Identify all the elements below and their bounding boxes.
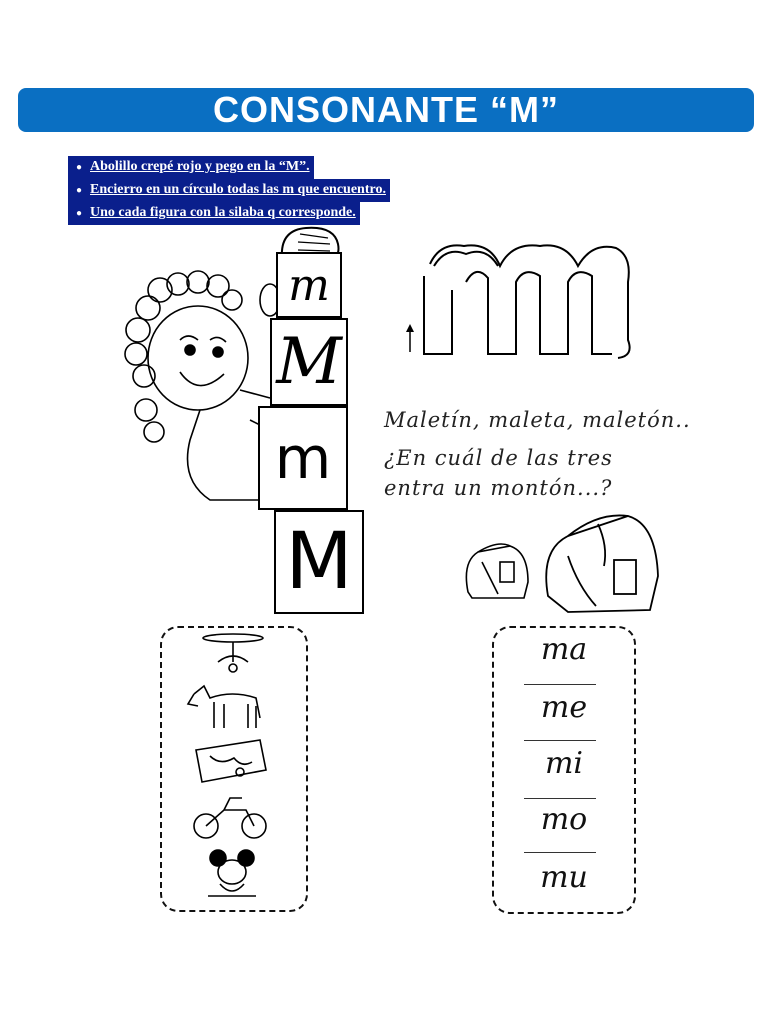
syllable-text: mi bbox=[544, 746, 584, 781]
large-bag-icon bbox=[538, 506, 668, 616]
syllable-line bbox=[524, 740, 596, 741]
letter-block-text: m bbox=[288, 259, 330, 311]
bullet-icon: ● bbox=[75, 185, 83, 196]
instruction-text: Abolillo crepé rojo y pego en la “M”. bbox=[90, 159, 310, 174]
syllable-text: ma bbox=[540, 632, 588, 667]
instruction-item bbox=[68, 179, 390, 201]
letter-block-text: M bbox=[276, 325, 342, 399]
syllable-list bbox=[494, 626, 634, 910]
bullet-icon: ● bbox=[75, 162, 83, 173]
rhyme-line: Maletín, maleta, maletón.. bbox=[384, 408, 691, 432]
title-bar bbox=[18, 88, 754, 132]
rhyme-line: ¿En cuál de las tres bbox=[384, 446, 613, 470]
syllable-line bbox=[524, 684, 596, 685]
small-bag-icon bbox=[458, 532, 538, 602]
instruction-list bbox=[68, 156, 390, 225]
instruction-text: Uno cada figura con la silaba q corresponde. bbox=[90, 205, 356, 220]
syllable-text: mo bbox=[540, 802, 588, 837]
big-letter-m-outline bbox=[400, 236, 636, 366]
letter-block bbox=[276, 252, 342, 318]
bullet-icon: ● bbox=[75, 208, 83, 219]
letter-block bbox=[270, 318, 348, 406]
lamp-icon bbox=[198, 632, 268, 676]
girl-illustration bbox=[120, 270, 280, 520]
instruction-text: Encierro en un círculo todas las m que encuentro. bbox=[90, 182, 386, 197]
page-title: CONSONANTE “M” bbox=[213, 89, 559, 130]
letter-block-text: m bbox=[274, 424, 332, 492]
syllable-line bbox=[524, 798, 596, 799]
rhyme-line: entra un montón...? bbox=[384, 476, 613, 500]
instruction-item bbox=[68, 202, 390, 224]
syllable-text: mu bbox=[540, 860, 588, 895]
map-icon bbox=[190, 736, 270, 786]
syllable-text: me bbox=[540, 690, 588, 725]
letter-block bbox=[258, 406, 348, 510]
mouse-icon bbox=[196, 848, 268, 900]
instruction-item bbox=[68, 156, 390, 178]
donkey-icon bbox=[184, 678, 268, 732]
syllable-line bbox=[524, 852, 596, 853]
motorcycle-icon bbox=[190, 790, 270, 842]
letter-block bbox=[274, 510, 364, 614]
letter-block-text: M bbox=[285, 517, 353, 607]
